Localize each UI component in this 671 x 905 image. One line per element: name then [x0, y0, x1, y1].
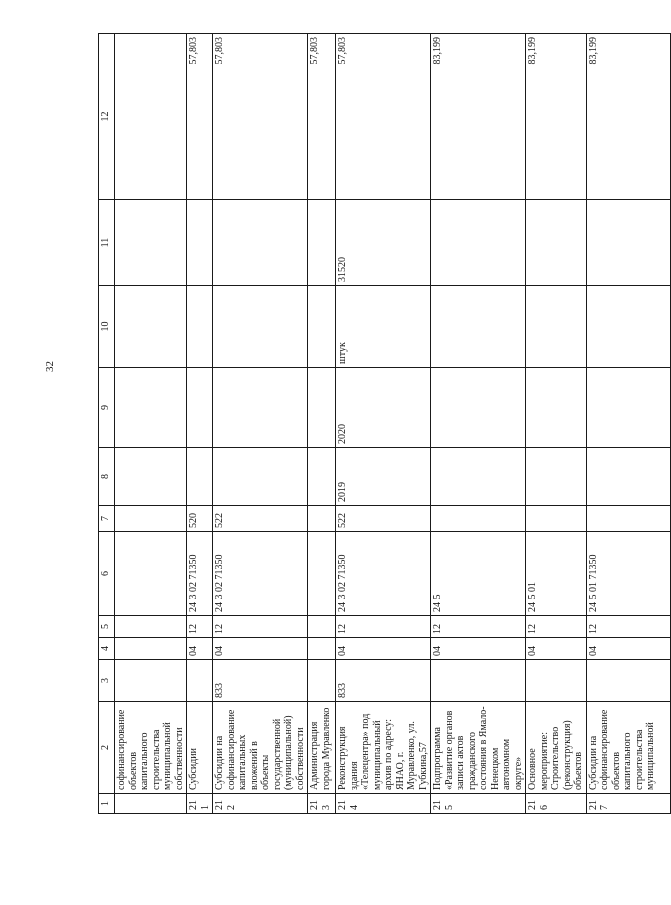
header-cell: 1: [99, 794, 115, 814]
row-rz: [115, 638, 187, 660]
row-id: 213: [308, 794, 336, 814]
row-col10: [115, 286, 187, 368]
row-col8: [213, 448, 308, 506]
row-col9: [308, 368, 336, 448]
row-vr: [431, 506, 526, 532]
row-col9: [115, 368, 187, 448]
row-name: софинансирование объектов капитального строительства муниципальной собственности: [115, 702, 187, 794]
row-col10: [526, 286, 587, 368]
row-pr: [308, 616, 336, 638]
row-vr: [586, 506, 670, 532]
table-row: [308, 34, 336, 814]
row-grbs: 833: [213, 660, 308, 702]
row-csr: [115, 532, 187, 616]
row-name: Администрация города Муравленко: [308, 702, 336, 794]
row-col10: [431, 286, 526, 368]
row-name: Основное мероприятие: Строительство (реконструкция) объектов: [526, 702, 587, 794]
row-id: 214: [336, 794, 431, 814]
row-vr: [526, 506, 587, 532]
row-amount: 83,199: [526, 34, 587, 200]
header-cell: 2: [99, 702, 115, 794]
row-col11: [213, 200, 308, 286]
row-rz: [308, 638, 336, 660]
row-csr: [308, 532, 336, 616]
budget-table: [98, 33, 671, 814]
row-id: 215: [431, 794, 526, 814]
row-amount: 57,803: [336, 34, 431, 200]
row-pr: 12: [213, 616, 308, 638]
row-col11: [526, 200, 587, 286]
row-grbs: [187, 660, 213, 702]
table-row: [213, 34, 308, 814]
row-rz: 04: [586, 638, 670, 660]
table-row: [431, 34, 526, 814]
row-pr: 12: [526, 616, 587, 638]
row-col9: [526, 368, 587, 448]
row-vr: 522: [213, 506, 308, 532]
row-col8: [308, 448, 336, 506]
row-id: 212: [213, 794, 308, 814]
row-name: Субсидии: [187, 702, 213, 794]
header-cell: 8: [99, 448, 115, 506]
row-rz: 04: [213, 638, 308, 660]
row-col11: [187, 200, 213, 286]
row-col10: [213, 286, 308, 368]
row-pr: 12: [431, 616, 526, 638]
row-amount: 57,803: [213, 34, 308, 200]
row-name: Реконструкция здания «Телецентра» под муниципальный архив по адресу: ЯНАО, г. Муравленко, ул. Губкина,57: [336, 702, 431, 794]
row-name: Подпрограмма «Развитие органов записи актов гражданского состояния в Ямало-Ненецком автономном округе»: [431, 702, 526, 794]
row-col9: [586, 368, 670, 448]
row-col9: [213, 368, 308, 448]
row-col8: [187, 448, 213, 506]
row-grbs: [526, 660, 587, 702]
row-pr: [115, 616, 187, 638]
row-col10: [586, 286, 670, 368]
row-grbs: 833: [336, 660, 431, 702]
row-col8: [115, 448, 187, 506]
row-col11: [115, 200, 187, 286]
row-pr: 12: [586, 616, 670, 638]
header-cell: 12: [99, 34, 115, 200]
row-col11: 31520: [336, 200, 431, 286]
row-id: 216: [526, 794, 587, 814]
row-name: Субсидии на софинансирование объектов капитального строительства муниципальной: [586, 702, 670, 794]
row-grbs: [431, 660, 526, 702]
row-col10: [187, 286, 213, 368]
row-col11: [586, 200, 670, 286]
table-row: [115, 34, 187, 814]
row-rz: 04: [431, 638, 526, 660]
header-cell: 11: [99, 200, 115, 286]
row-vr: 522: [336, 506, 431, 532]
row-csr: 24 5 01 71350: [586, 532, 670, 616]
row-col10: штук: [336, 286, 431, 368]
row-amount: 57,803: [187, 34, 213, 200]
header-cell: 9: [99, 368, 115, 448]
row-vr: [115, 506, 187, 532]
row-id: [115, 794, 187, 814]
row-csr: 24 5: [431, 532, 526, 616]
row-col8: [526, 448, 587, 506]
row-pr: 12: [187, 616, 213, 638]
row-csr: 24 3 02 71350: [336, 532, 431, 616]
table-row: [586, 34, 670, 814]
page-number: 32: [44, 361, 56, 372]
header-cell: 5: [99, 616, 115, 638]
header-cell: 7: [99, 506, 115, 532]
row-id: 217: [586, 794, 670, 814]
row-amount: [115, 34, 187, 200]
row-col10: [308, 286, 336, 368]
row-col8: [431, 448, 526, 506]
header-cell: 4: [99, 638, 115, 660]
table-row: [187, 34, 213, 814]
row-col9: [187, 368, 213, 448]
row-col9: 2020: [336, 368, 431, 448]
table-row: [336, 34, 431, 814]
row-amount: 83,199: [431, 34, 526, 200]
row-amount: 57,803: [308, 34, 336, 200]
row-grbs: [115, 660, 187, 702]
row-pr: 12: [336, 616, 431, 638]
row-col9: [431, 368, 526, 448]
row-rz: 04: [187, 638, 213, 660]
header-cell: 6: [99, 532, 115, 616]
header-cell: 3: [99, 660, 115, 702]
row-grbs: [586, 660, 670, 702]
row-vr: [308, 506, 336, 532]
table-row: [526, 34, 587, 814]
row-csr: 24 5 01: [526, 532, 587, 616]
row-vr: 520: [187, 506, 213, 532]
row-csr: 24 3 02 71350: [213, 532, 308, 616]
budget-table-rotated: [98, 34, 656, 814]
row-amount: 83,199: [586, 34, 670, 200]
row-col11: [308, 200, 336, 286]
row-col8: [586, 448, 670, 506]
row-id: 211: [187, 794, 213, 814]
header-row: [99, 34, 115, 814]
row-rz: 04: [526, 638, 587, 660]
header-cell: 10: [99, 286, 115, 368]
row-grbs: [308, 660, 336, 702]
row-rz: 04: [336, 638, 431, 660]
row-csr: 24 3 02 71350: [187, 532, 213, 616]
row-col11: [431, 200, 526, 286]
row-name: Субсидии на софинансирование капитальных вложений в объекты государственной (муниципальной) собственности: [213, 702, 308, 794]
row-col8: 2019: [336, 448, 431, 506]
